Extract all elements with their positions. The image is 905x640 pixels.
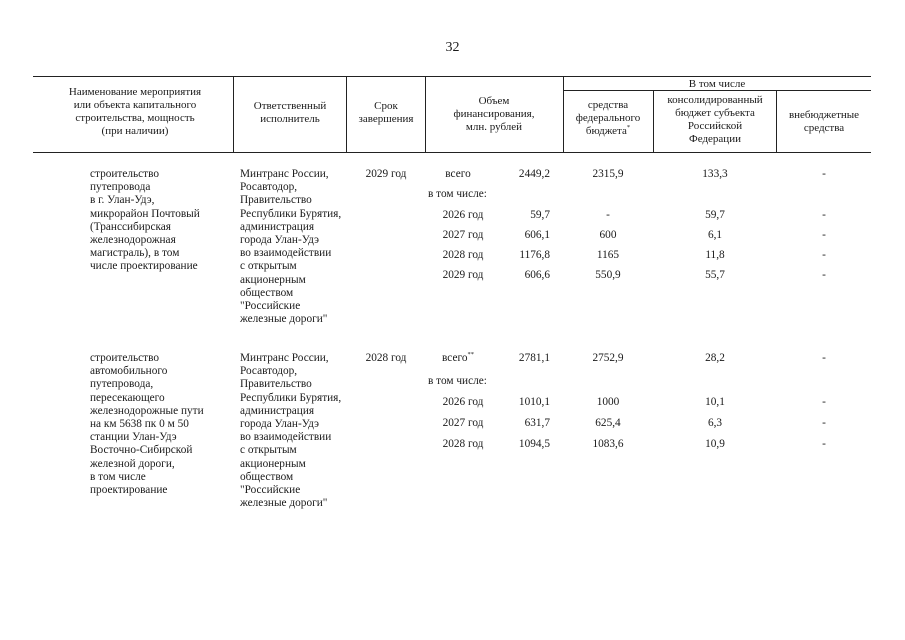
entry-total-label-text: всего xyxy=(445,168,471,180)
column-divider xyxy=(346,76,347,152)
entry-total-label-text: всего xyxy=(442,352,468,364)
entry-deadline: 2028 год xyxy=(365,352,407,364)
year-federal: 600 xyxy=(599,229,617,241)
year-extrabudget: - xyxy=(822,417,826,429)
year-regional: 59,7 xyxy=(705,209,725,221)
table-header-bottom-rule xyxy=(33,152,871,153)
year-regional: 11,8 xyxy=(705,249,725,261)
year-extrabudget: - xyxy=(822,396,826,408)
header-name: Наименование мероприятия или объекта капитального строительства, мощность (при наличии) xyxy=(68,86,202,137)
year-volume: 606,6 xyxy=(524,269,550,281)
column-divider xyxy=(653,90,654,152)
header-extrabudget: внебюджетные средства xyxy=(788,109,860,134)
column-divider xyxy=(563,76,564,152)
header-regional: консолидированный бюджет субъекта Российской Федерации xyxy=(667,94,763,145)
year-label: 2027 год xyxy=(442,417,484,429)
entry-name: строительство автомобильного путепровода, пересекающего железнодорожные пути на км 5638 пк 0 м 50 станции Улан-Удэ Восточно-Сибирской железной дороги, в том числе проектирование xyxy=(90,352,204,497)
entry-total-federal: 2315,9 xyxy=(592,168,624,180)
year-federal: - xyxy=(606,209,610,221)
year-label: 2026 год xyxy=(442,209,484,221)
year-volume: 1010,1 xyxy=(518,396,550,408)
entry-total-extrabudget: - xyxy=(822,352,826,364)
entry-total-value: 2781,1 xyxy=(518,352,550,364)
column-divider xyxy=(776,90,777,152)
year-regional: 55,7 xyxy=(705,269,725,281)
entry-total-federal: 2752,9 xyxy=(592,352,624,364)
page-number: 32 xyxy=(445,40,460,55)
entry-deadline: 2029 год xyxy=(365,168,407,180)
year-extrabudget: - xyxy=(822,229,826,241)
header-federal xyxy=(565,99,651,138)
year-extrabudget: - xyxy=(822,209,826,221)
year-label: 2026 год xyxy=(442,396,484,408)
year-label: 2027 год xyxy=(442,229,484,241)
table-top-rule xyxy=(33,76,871,77)
header-federal-label: средства федерального бюджета xyxy=(575,99,641,137)
entry-total-regional: 133,3 xyxy=(702,168,728,180)
column-divider xyxy=(233,76,234,152)
year-label: 2029 год xyxy=(442,269,484,281)
year-federal: 1083,6 xyxy=(592,438,624,450)
entry-including-label: в том числе: xyxy=(428,188,487,200)
year-regional: 6,1 xyxy=(707,229,723,241)
entry-name: строительство путепровода в г. Улан-Удэ, микрорайон Почтовый (Транссибирская железнодорожная магистраль), в том числе проектирование xyxy=(90,168,200,273)
header-volume: Объем финансирования, млн. рублей xyxy=(453,95,535,133)
year-label: 2028 год xyxy=(442,249,484,261)
entry-total-value: 2449,2 xyxy=(518,168,550,180)
column-divider xyxy=(425,76,426,152)
year-volume: 606,1 xyxy=(524,229,550,241)
entry-total-label xyxy=(430,168,486,181)
entry-total-extrabudget: - xyxy=(822,168,826,180)
year-extrabudget: - xyxy=(822,438,826,450)
year-federal: 1000 xyxy=(596,396,620,408)
year-federal: 1165 xyxy=(596,249,620,261)
year-regional: 6,3 xyxy=(707,417,723,429)
entry-executor: Минтранс России, Росавтодор, Правительство Республики Бурятия, администрация города Улан-Удэ во взаимодействии с открытым акционерным обществом "Российские железные дороги" xyxy=(240,168,342,326)
entry-total-footnote: ** xyxy=(467,351,474,358)
year-regional: 10,1 xyxy=(705,396,725,408)
year-extrabudget: - xyxy=(822,269,826,281)
year-volume: 1094,5 xyxy=(518,438,550,450)
year-volume: 59,7 xyxy=(530,209,550,221)
year-label: 2028 год xyxy=(442,438,484,450)
entry-including-label: в том числе: xyxy=(428,375,487,387)
header-deadline: Срок завершения xyxy=(358,100,414,125)
entry-total-regional: 28,2 xyxy=(705,352,725,364)
header-including-group: В том числе xyxy=(688,78,746,90)
year-federal: 625,4 xyxy=(595,417,621,429)
header-federal-footnote: * xyxy=(626,124,631,131)
year-regional: 10,9 xyxy=(705,438,725,450)
entry-executor: Минтранс России, Росавтодор, Правительство Республики Бурятия, администрация города Улан-Удэ во взаимодействии с открытым акционерным обществом "Российские железные дороги" xyxy=(240,352,342,510)
entry-total-label xyxy=(430,352,486,365)
year-federal: 550,9 xyxy=(595,269,621,281)
year-volume: 1176,8 xyxy=(519,249,550,261)
header-executor: Ответственный исполнитель xyxy=(253,100,327,125)
year-volume: 631,7 xyxy=(524,417,550,429)
year-extrabudget: - xyxy=(822,249,826,261)
